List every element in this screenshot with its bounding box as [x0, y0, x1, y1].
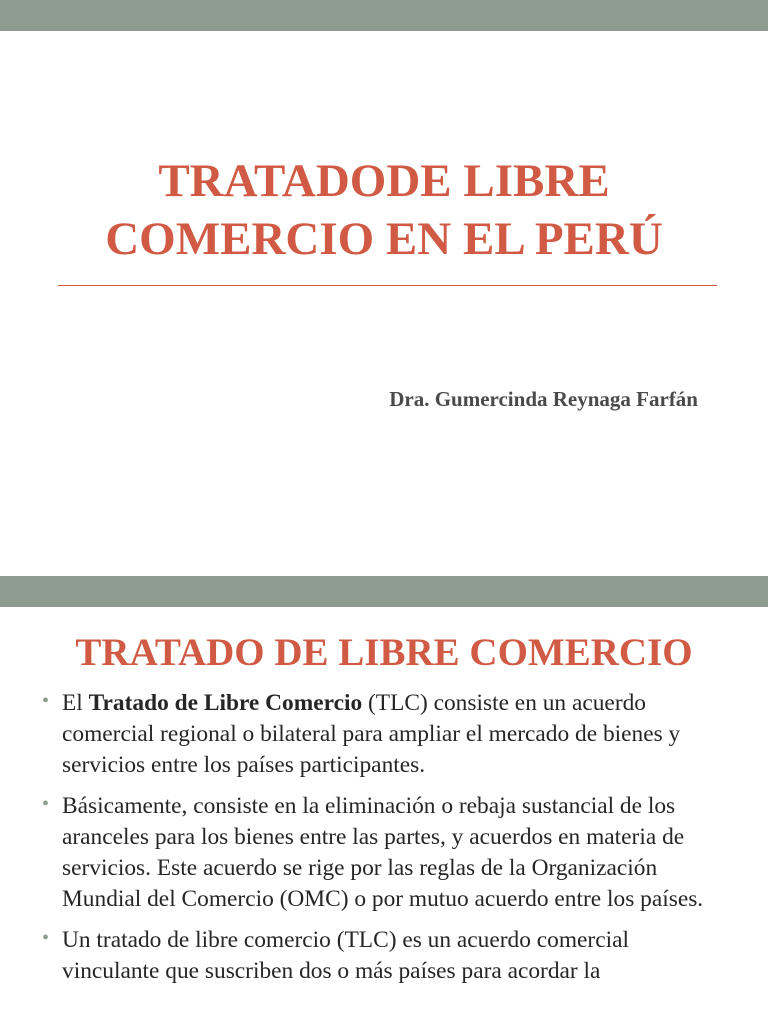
- bullet-text-after: (TLC) consiste en un acuerdo comercial regional o bilateral para ampliar el mercado de bienes y servicios entre los países participantes.: [62, 690, 681, 778]
- bullet-icon: •: [42, 690, 50, 712]
- slide1-title: [40, 152, 728, 268]
- slide1-title-line1: TRATADODE LIBRE: [158, 155, 610, 207]
- list-item: [42, 688, 732, 781]
- slide1-top-band: [0, 0, 768, 31]
- slide2-title: TRATADO DE LIBRE COMERCIO: [75, 631, 693, 674]
- bullet-text: Un tratado de libre comercio (TLC) es un acuerdo comercial vinculante que suscriben dos o más países para acordar la: [62, 927, 629, 984]
- bullet-icon: •: [42, 927, 50, 949]
- list-item: [42, 925, 732, 987]
- list-item: [42, 791, 732, 915]
- title-divider: [58, 285, 717, 286]
- bullet-bold-term: Tratado de Libre Comercio: [88, 690, 363, 716]
- slide1-title-line2: COMERCIO EN EL PERÚ: [105, 213, 663, 265]
- bullet-icon: •: [42, 793, 50, 815]
- bullet-text-before: El: [62, 690, 89, 716]
- bullet-list: [42, 688, 732, 997]
- bullet-text: Básicamente, consiste en la eliminación o rebaja sustancial de los aranceles para los bienes entre las partes, y acuerdos en materia de servicios. Este acuerdo se rige por las reglas de la Organización Mundial del Comercio (OMC) o por mutuo acuerdo entre los países.: [62, 793, 704, 912]
- slide2-top-band: [0, 576, 768, 607]
- author-subtitle: Dra. Gumercinda Reynaga Farfán: [389, 387, 698, 411]
